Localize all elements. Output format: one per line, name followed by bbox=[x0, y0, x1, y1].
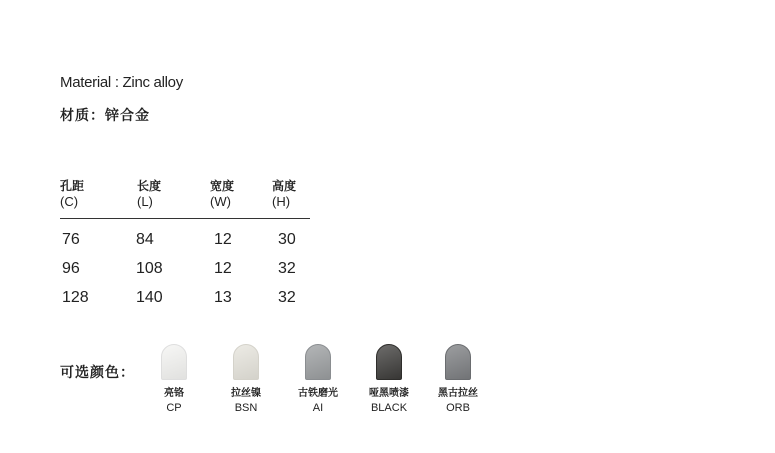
color-option-orb[interactable] bbox=[428, 344, 488, 415]
color-option-black[interactable] bbox=[359, 344, 419, 415]
material-english: Material : Zinc alloy bbox=[60, 74, 183, 91]
material-chinese: 材质：锌合金 bbox=[60, 108, 150, 124]
color-option-cp[interactable] bbox=[144, 344, 204, 415]
table-row bbox=[60, 229, 310, 258]
cell-width: 12 bbox=[214, 260, 232, 277]
swatch-oil-rubbed-bronze bbox=[445, 344, 471, 380]
swatch-label-en: AI bbox=[312, 402, 324, 414]
color-option-ai[interactable] bbox=[288, 344, 348, 415]
swatch-label-en: CP bbox=[166, 402, 182, 414]
cell-length: 140 bbox=[136, 289, 163, 306]
swatch-label-en: ORB bbox=[446, 402, 470, 414]
header-label-cn: 长度 bbox=[137, 179, 162, 193]
swatch-label-cn: 古铁磨光 bbox=[298, 388, 338, 399]
header-label-en: (C) bbox=[60, 194, 79, 209]
color-option-bsn[interactable] bbox=[216, 344, 276, 415]
spec-table bbox=[60, 178, 310, 316]
header-label-cn: 宽度 bbox=[210, 179, 235, 193]
swatch-label-cn: 亮铬 bbox=[164, 388, 184, 399]
header-label-cn: 孔距 bbox=[60, 179, 85, 193]
cell-height: 32 bbox=[278, 289, 296, 306]
swatch-label-en: BLACK bbox=[370, 402, 408, 414]
table-row bbox=[60, 258, 310, 287]
header-label-en: (L) bbox=[137, 194, 153, 209]
swatch-label-cn: 拉丝镍 bbox=[231, 388, 261, 399]
cell-height: 30 bbox=[278, 231, 296, 248]
swatch-antique-iron bbox=[305, 344, 331, 380]
swatch-bright-chrome bbox=[161, 344, 187, 380]
swatch-label-cn: 哑黑喷漆 bbox=[369, 388, 409, 399]
cell-height: 32 bbox=[278, 260, 296, 277]
cell-hole-distance: 128 bbox=[62, 289, 89, 306]
header-width bbox=[210, 178, 234, 210]
cell-hole-distance: 76 bbox=[62, 231, 80, 248]
header-hole-distance bbox=[60, 178, 84, 210]
spec-table-body bbox=[60, 229, 310, 316]
swatch-label-en: BSN bbox=[234, 402, 258, 414]
header-label-en: (H) bbox=[272, 194, 291, 209]
cell-length: 84 bbox=[136, 231, 154, 248]
cell-hole-distance: 96 bbox=[62, 260, 80, 277]
table-row bbox=[60, 287, 310, 316]
swatch-brushed-nickel bbox=[233, 344, 259, 380]
header-length bbox=[137, 178, 161, 210]
swatch-matte-black bbox=[376, 344, 402, 380]
header-label-cn: 高度 bbox=[272, 179, 297, 193]
spec-table-header bbox=[60, 178, 310, 219]
cell-width: 12 bbox=[214, 231, 232, 248]
header-height bbox=[272, 178, 296, 210]
header-label-en: (W) bbox=[210, 194, 231, 209]
cell-width: 13 bbox=[214, 289, 232, 306]
swatch-label-cn: 黑古拉丝 bbox=[438, 388, 478, 399]
cell-length: 108 bbox=[136, 260, 163, 277]
color-options-label: 可选颜色： bbox=[60, 365, 135, 381]
